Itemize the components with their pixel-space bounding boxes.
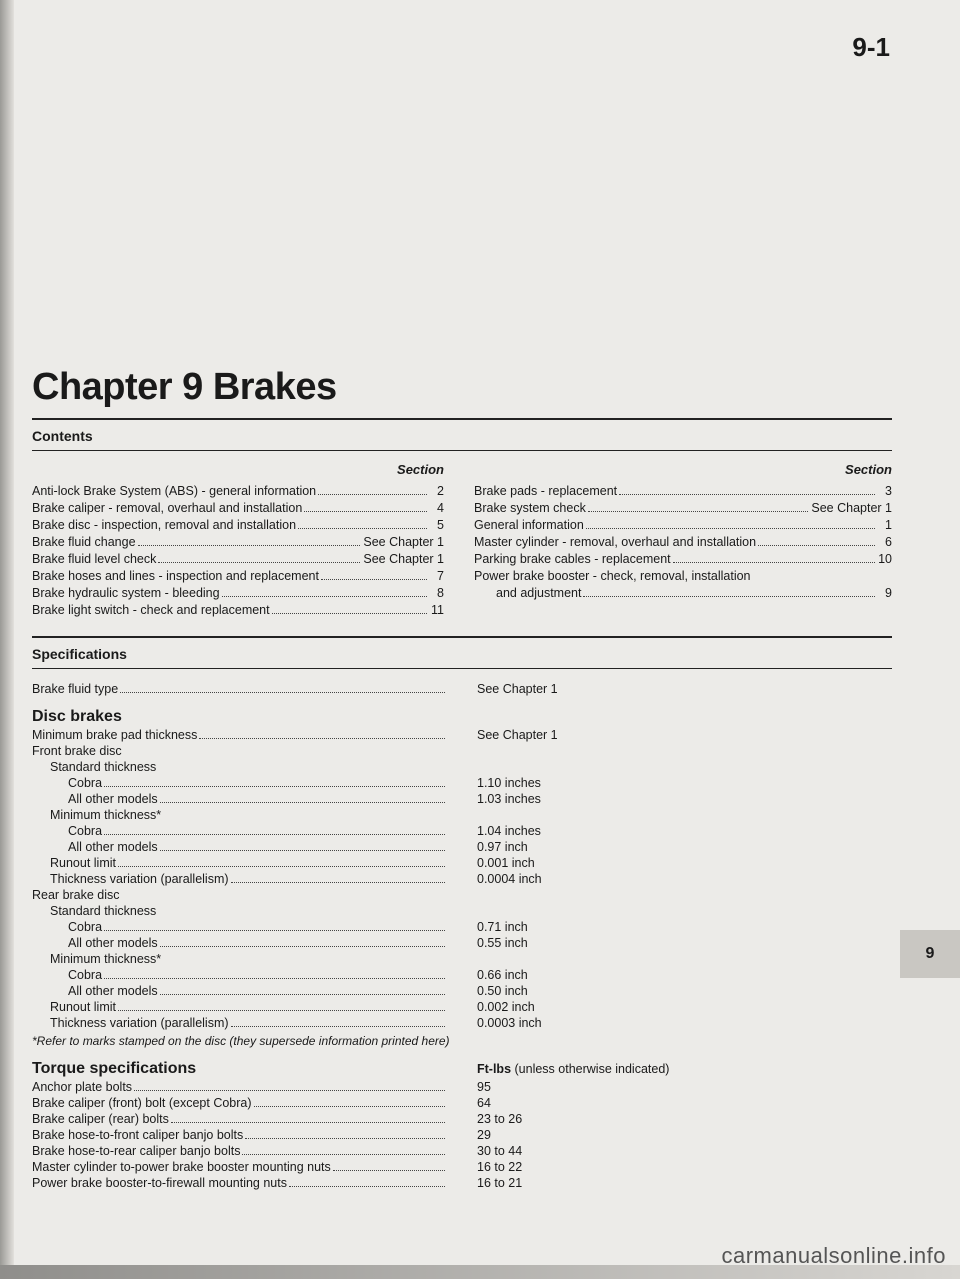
- contents-entry-title: Brake disc - inspection, removal and installation: [32, 518, 297, 532]
- contents-entry: [32, 500, 444, 517]
- spec-label: Thickness variation (parallelism): [50, 872, 229, 886]
- dot-leader: [231, 1026, 445, 1027]
- dot-leader: [583, 596, 875, 597]
- chapter-title: Chapter 9 Brakes: [32, 366, 337, 408]
- section-label: Section: [845, 462, 892, 477]
- spec-label: All other models: [68, 984, 158, 998]
- spec-label: Cobra: [68, 968, 103, 982]
- spec-label: Minimum brake pad thickness: [32, 728, 198, 742]
- spec-row: [32, 872, 792, 888]
- dot-leader: [586, 528, 875, 529]
- contents-entry-section: 7: [437, 569, 444, 583]
- contents-entry: [474, 551, 892, 568]
- spec-label: Minimum thickness*: [50, 952, 162, 966]
- disc-brakes-rows: [32, 728, 792, 1032]
- dot-leader: [619, 494, 875, 495]
- dot-leader: [160, 850, 445, 851]
- contents-entry: [474, 517, 892, 534]
- dot-leader: [134, 1090, 445, 1091]
- spec-value: 16 to 22: [477, 1160, 523, 1174]
- spec-row: [32, 1016, 792, 1032]
- spec-row: [32, 1112, 792, 1128]
- spec-row: [32, 728, 792, 744]
- spec-row: [32, 824, 792, 840]
- contents-entry: [474, 483, 892, 500]
- dot-leader: [758, 545, 875, 546]
- spec-row: [32, 792, 792, 808]
- spec-label: Cobra: [68, 776, 103, 790]
- dot-leader: [104, 834, 445, 835]
- dot-leader: [231, 882, 445, 883]
- dot-leader: [318, 494, 427, 495]
- spec-value: 0.002 inch: [477, 1000, 535, 1014]
- contents-entry-section: 10: [878, 552, 892, 566]
- dot-leader: [199, 738, 445, 739]
- contents-entry-title: Brake system check: [474, 501, 586, 515]
- contents-entry: [474, 500, 892, 517]
- dot-leader: [242, 1154, 445, 1155]
- contents-entry-section: 4: [437, 501, 444, 515]
- spec-label: Master cylinder to-power brake booster mounting nuts: [32, 1160, 331, 1174]
- dot-leader: [321, 579, 427, 580]
- contents-entry: [32, 534, 444, 551]
- contents-entry: [474, 534, 892, 551]
- spec-label: Brake hose-to-rear caliper banjo bolts: [32, 1144, 241, 1158]
- spec-value: 0.97 inch: [477, 840, 528, 854]
- contents-entry-section: See Chapter 1: [363, 535, 444, 549]
- spec-value: 95: [477, 1080, 491, 1094]
- contents-entry-title: General information: [474, 518, 584, 532]
- spec-label: All other models: [68, 792, 158, 806]
- contents-entry: [474, 585, 892, 602]
- spec-footnote: *Refer to marks stamped on the disc (they supersede information printed here): [32, 1034, 450, 1048]
- spec-row: [32, 776, 792, 792]
- contents-heading: Contents: [32, 428, 93, 444]
- contents-left-column: [32, 462, 444, 619]
- contents-entry: [32, 602, 444, 619]
- spec-value: See Chapter 1: [477, 682, 558, 696]
- specifications-rule: [32, 668, 892, 669]
- contents-entry: [32, 568, 444, 585]
- contents-entry-section: See Chapter 1: [811, 501, 892, 515]
- contents-entry-title: Brake fluid level check: [32, 552, 157, 566]
- contents-entry-section: 1: [885, 518, 892, 532]
- torque-unit-note: (unless otherwise indicated): [514, 1062, 670, 1076]
- dot-leader: [254, 1106, 445, 1107]
- contents-entry-title: and adjustment: [496, 586, 582, 600]
- spec-value: 1.10 inches: [477, 776, 541, 790]
- contents-entry-title: Brake hydraulic system - bleeding: [32, 586, 220, 600]
- spec-value: 30 to 44: [477, 1144, 523, 1158]
- spec-label: Minimum thickness*: [50, 808, 162, 822]
- dot-leader: [298, 528, 427, 529]
- spec-label: Standard thickness: [50, 760, 157, 774]
- dot-leader: [171, 1122, 445, 1123]
- contents-entry-title: Brake hoses and lines - inspection and replacement: [32, 569, 319, 583]
- spec-row: [32, 1176, 792, 1192]
- dot-leader: [160, 802, 445, 803]
- spec-label: Brake fluid type: [32, 682, 119, 696]
- spec-label: Brake hose-to-front caliper banjo bolts: [32, 1128, 244, 1142]
- contents-entry-section: 9: [885, 586, 892, 600]
- torque-unit: Ft-lbs: [477, 1062, 512, 1076]
- spec-value: 0.001 inch: [477, 856, 535, 870]
- dot-leader: [588, 511, 809, 512]
- spec-row: [32, 968, 792, 984]
- spec-value: 1.04 inches: [477, 824, 541, 838]
- spec-row: [32, 920, 792, 936]
- spec-value: 64: [477, 1096, 491, 1110]
- contents-entry-title: Brake pads - replacement: [474, 484, 618, 498]
- page-number: 9-1: [852, 32, 890, 62]
- dot-leader: [158, 562, 360, 563]
- spec-row: [32, 760, 792, 776]
- contents-entry-section: See Chapter 1: [363, 552, 444, 566]
- spec-row: [32, 840, 792, 856]
- contents-entry-title: Power brake booster - check, removal, installation: [474, 569, 751, 583]
- specifications-list: [32, 682, 792, 1192]
- contents-entry: [32, 517, 444, 534]
- spec-label: Standard thickness: [50, 904, 157, 918]
- spec-label: Anchor plate bolts: [32, 1080, 133, 1094]
- contents-entry-title: Brake caliper - removal, overhaul and installation: [32, 501, 303, 515]
- section-label: Section: [397, 462, 444, 477]
- spec-label: Thickness variation (parallelism): [50, 1016, 229, 1030]
- spec-row: [32, 936, 792, 952]
- dot-leader: [104, 978, 445, 979]
- spec-row: [32, 1000, 792, 1016]
- contents-entry-title: Anti-lock Brake System (ABS) - general information: [32, 484, 317, 498]
- contents-entry-title: Parking brake cables - replacement: [474, 552, 671, 566]
- spec-value: 16 to 21: [477, 1176, 523, 1190]
- spec-value: 29: [477, 1128, 491, 1142]
- spec-row: [32, 904, 792, 920]
- torque-rows: [32, 1080, 792, 1192]
- spec-value: See Chapter 1: [477, 728, 558, 742]
- contents-entry-section: 3: [885, 484, 892, 498]
- spec-row: [32, 1096, 792, 1112]
- watermark-footer: carmanualsonline.info: [721, 1243, 946, 1268]
- dot-leader: [673, 562, 875, 563]
- spec-value: 0.0004 inch: [477, 872, 542, 886]
- spec-label: Brake caliper (front) bolt (except Cobra): [32, 1096, 252, 1110]
- contents-entry: [32, 483, 444, 500]
- specifications-heading: Specifications: [32, 646, 127, 662]
- spec-value: 23 to 26: [477, 1112, 523, 1126]
- contents-rule: [32, 450, 892, 451]
- contents-entry: [32, 585, 444, 602]
- contents-entry-section: 6: [885, 535, 892, 549]
- title-rule: [32, 418, 892, 420]
- spec-row: [32, 808, 792, 824]
- spec-value: 0.0003 inch: [477, 1016, 542, 1030]
- spec-row: [32, 744, 792, 760]
- dot-leader: [118, 866, 445, 867]
- dot-leader: [160, 946, 445, 947]
- spec-label: Runout limit: [50, 1000, 116, 1014]
- contents-right-column: [474, 462, 892, 602]
- spec-label: All other models: [68, 936, 158, 950]
- dot-leader: [272, 613, 427, 614]
- spec-label: All other models: [68, 840, 158, 854]
- chapter-tab: 9: [900, 930, 960, 978]
- spec-value: 0.71 inch: [477, 920, 528, 934]
- spec-label: Rear brake disc: [32, 888, 120, 902]
- spec-row: [32, 1144, 792, 1160]
- dot-leader: [333, 1170, 445, 1171]
- dot-leader: [304, 511, 427, 512]
- dot-leader: [245, 1138, 445, 1139]
- contents-entry: [32, 551, 444, 568]
- contents-entry-section: 2: [437, 484, 444, 498]
- spec-row: [32, 856, 792, 872]
- disc-brakes-heading: Disc brakes: [32, 708, 122, 725]
- spec-label: Runout limit: [50, 856, 116, 870]
- contents-entry-title: Brake light switch - check and replacement: [32, 603, 270, 617]
- specifications-top-rule: [32, 636, 892, 638]
- spec-value: 0.66 inch: [477, 968, 528, 982]
- page-edge: [0, 0, 14, 1279]
- spec-value: 1.03 inches: [477, 792, 541, 806]
- torque-heading: Torque specifications: [32, 1060, 197, 1077]
- contents-entry-title: Brake fluid change: [32, 535, 136, 549]
- dot-leader: [104, 786, 445, 787]
- contents-entry-section: 5: [437, 518, 444, 532]
- dot-leader: [289, 1186, 445, 1187]
- contents-entry-section: 8: [437, 586, 444, 600]
- spec-row: [32, 1080, 792, 1096]
- spec-value: 0.55 inch: [477, 936, 528, 950]
- spec-row-fluid: [32, 682, 792, 698]
- spec-label: Brake caliper (rear) bolts: [32, 1112, 169, 1126]
- dot-leader: [118, 1010, 445, 1011]
- dot-leader: [160, 994, 445, 995]
- spec-row: [32, 1160, 792, 1176]
- dot-leader: [104, 930, 445, 931]
- torque-header: [32, 1058, 792, 1080]
- spec-row: [32, 984, 792, 1000]
- dot-leader: [138, 545, 361, 546]
- spec-row: [32, 888, 792, 904]
- contents-entry-title: Master cylinder - removal, overhaul and installation: [474, 535, 757, 549]
- spec-label: Cobra: [68, 824, 103, 838]
- contents-entry: [474, 568, 892, 585]
- spec-row: [32, 952, 792, 968]
- spec-value: 0.50 inch: [477, 984, 528, 998]
- spec-label: Front brake disc: [32, 744, 122, 758]
- dot-leader: [222, 596, 427, 597]
- spec-label: Power brake booster-to-firewall mounting nuts: [32, 1176, 287, 1190]
- spec-label: Cobra: [68, 920, 103, 934]
- spec-row: [32, 1128, 792, 1144]
- contents-entry-section: 11: [431, 603, 444, 617]
